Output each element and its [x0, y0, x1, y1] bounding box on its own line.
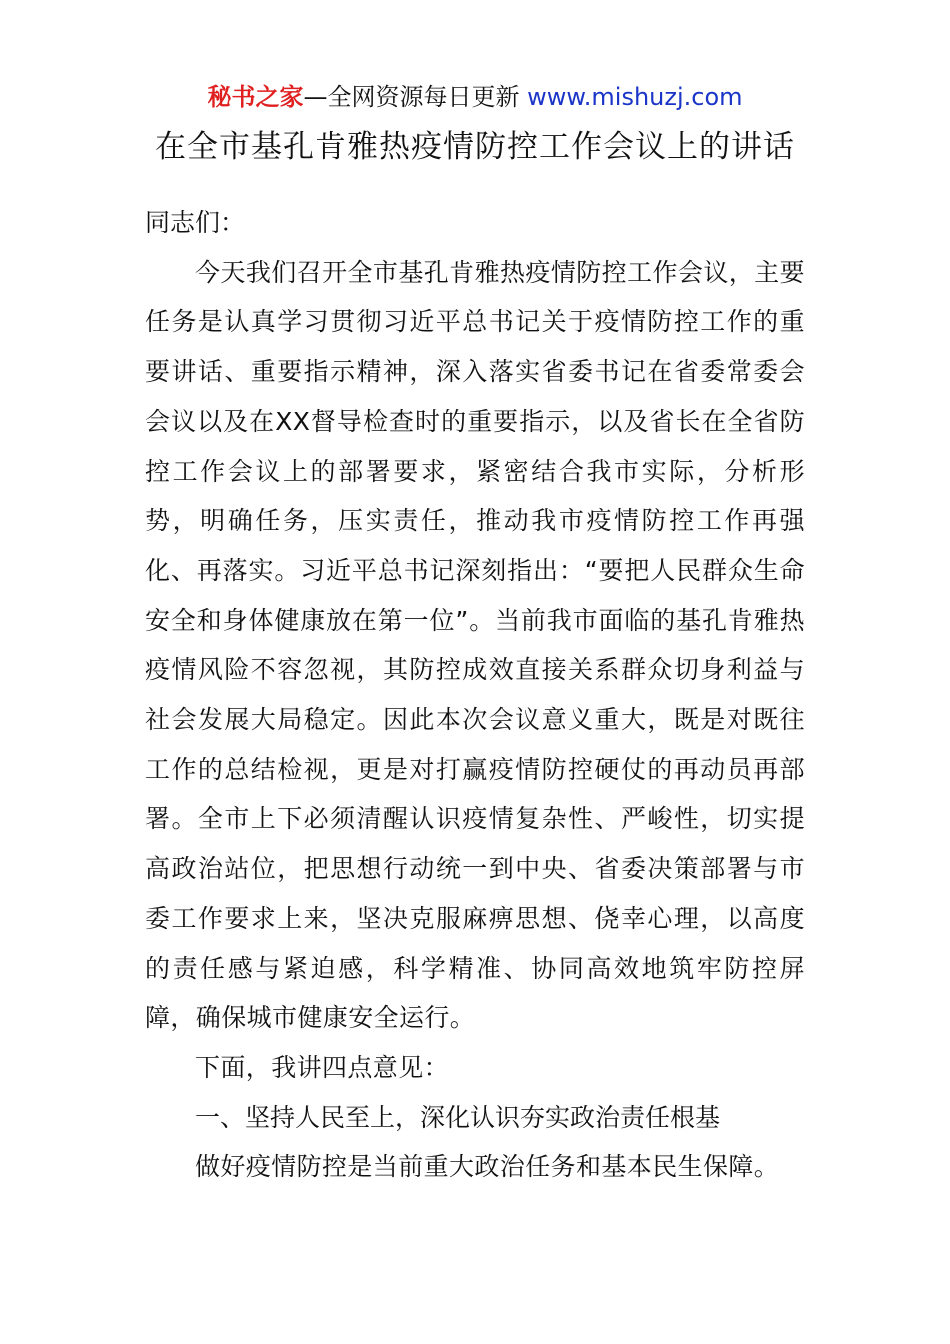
site-header: [0, 80, 950, 114]
document-body: [145, 198, 805, 1192]
paragraph-intro: 今天我们召开全市基孔肯雅热疫情防控工作会议，主要任务是认真学习贯彻习近平总书记关于疫情防控工作的重要讲话、重要指示精神，深入落实省委书记在省委常委会会议以及在XX督导检查时的重要指示，以及省长在全省防控工作会议上的部署要求，紧密结合我市实际，分析形势，明确任务，压实责任，推动我市疫情防控工作再强化、再落实。习近平总书记深刻指出：“要把人民群众生命安全和身体健康放在第一位”。当前我市面临的基孔肯雅热疫情风险不容忽视，其防控成效直接关系群众切身利益与社会发展大局稳定。因此本次会议意义重大，既是对既往工作的总结检视，更是对打赢疫情防控硬仗的再动员再部署。全市上下必须清醒认识疫情复杂性、严峻性，切实提高政治站位，把思想行动统一到中央、省委决策部署与市委工作要求上来，坚决克服麻痹思想、侥幸心理，以高度的责任感与紧迫感，科学精准、协同高效地筑牢防控屏障，确保城市健康安全运行。: [145, 257, 805, 1033]
document-title: 在全市基孔肯雅热疫情防控工作会议上的讲话: [155, 129, 795, 165]
site-brand: 秘书之家: [207, 83, 304, 111]
section-1-paragraph: 做好疫情防控是当前重大政治任务和基本民生保障。: [195, 1152, 780, 1182]
site-url-link[interactable]: www.mishuzj.com: [527, 83, 743, 111]
section-heading-1: 一、坚持人民至上，深化认识夯实政治责任根基: [195, 1102, 721, 1132]
paragraph-transition: 下面，我讲四点意见：: [195, 1052, 450, 1082]
site-tagline: —全网资源每日更新: [303, 83, 528, 111]
salutation: 同志们：: [145, 208, 246, 237]
